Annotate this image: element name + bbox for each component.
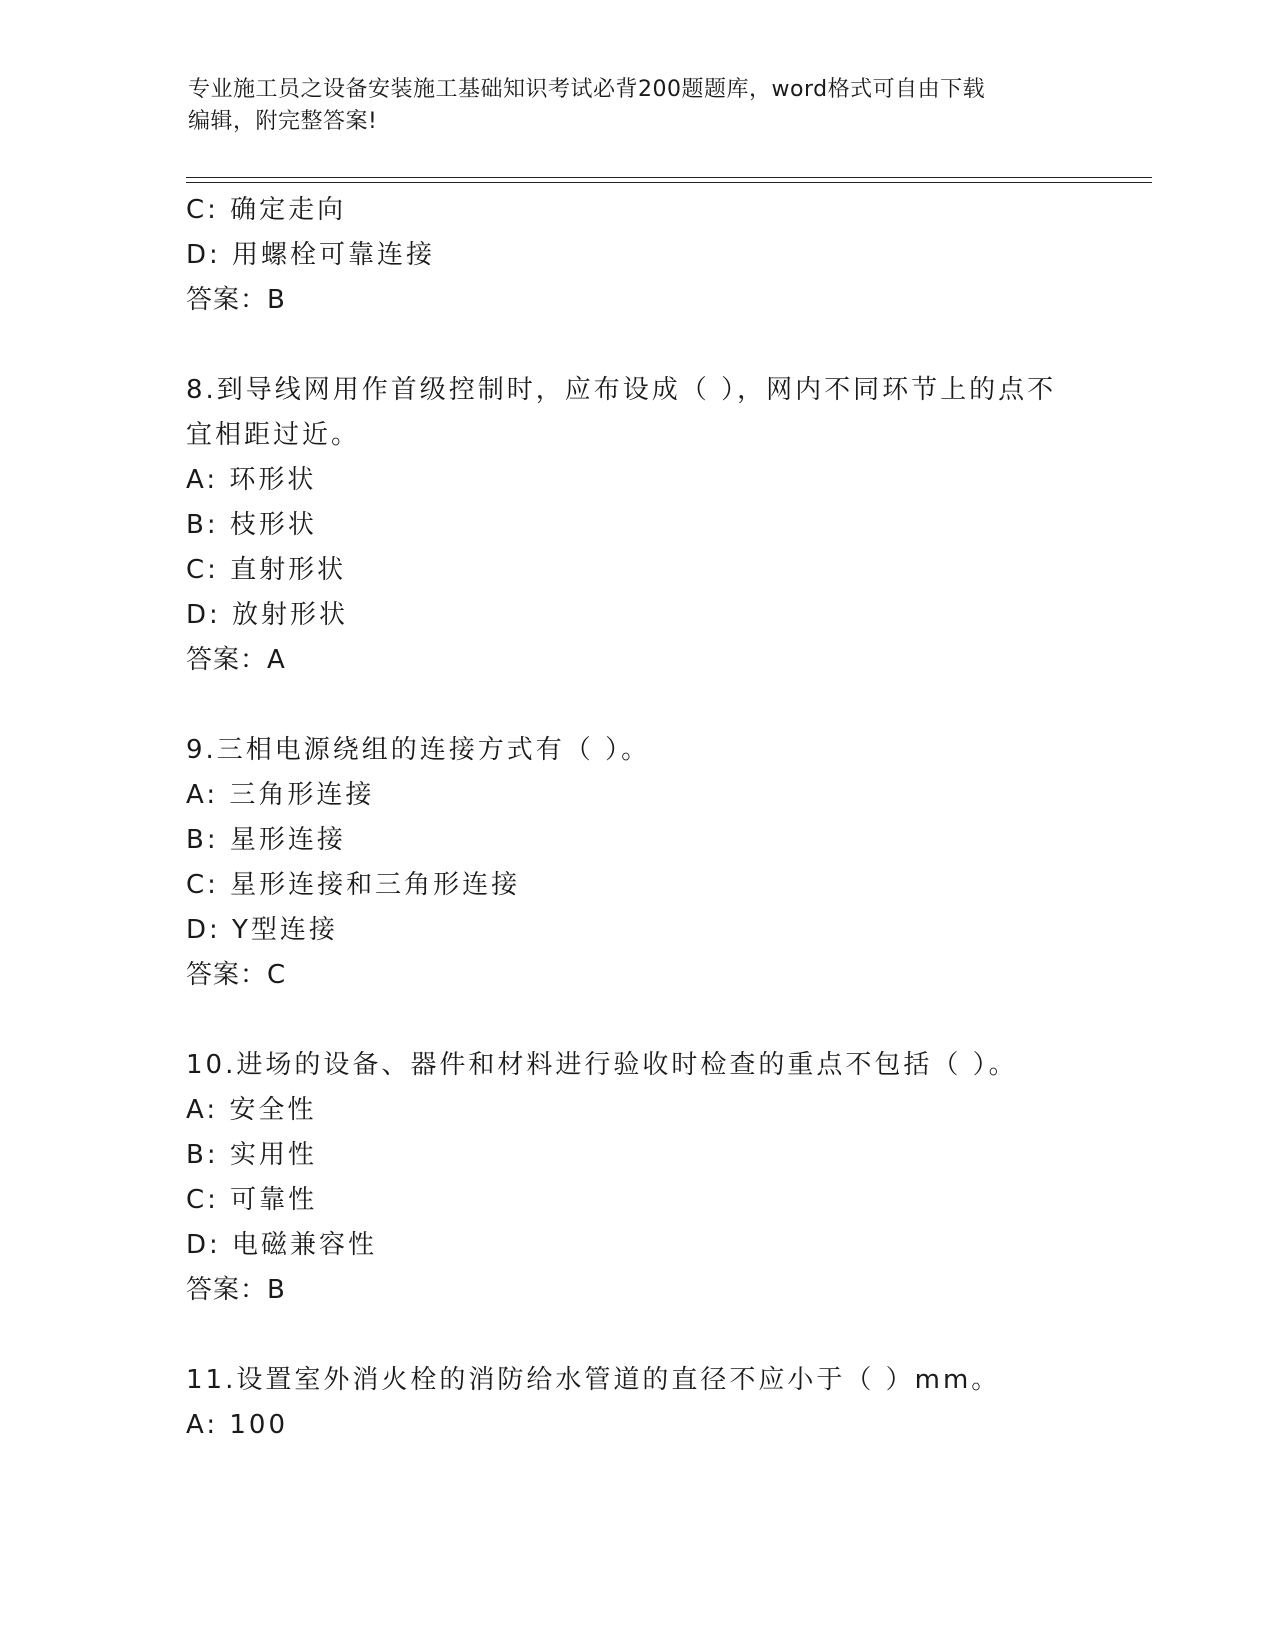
q11-stem-line-1: 11.设置室外消火栓的消防给水管道的直径不应小于（ ）mm。 [186, 1365, 1001, 1395]
q9-option-c: C: 星形连接和三角形连接 [186, 870, 521, 900]
q9-option-a: A: 三角形连接 [186, 780, 375, 810]
q10-option-c: C: 可靠性 [186, 1185, 318, 1215]
q7-option-c: C: 确定走向 [186, 195, 347, 225]
answer-value: B [267, 1275, 286, 1305]
q8-option-d: D: 放射形状 [186, 600, 349, 630]
q11-option-a: A: 100 [186, 1410, 288, 1440]
header-title-line-1: 专业施工员之设备安装施工基础知识考试必背200题题库，word格式可自由下载 [188, 77, 986, 102]
q8-answer [186, 643, 286, 677]
answer-label: 答案： [186, 285, 268, 315]
q7-option-d: D: 用螺栓可靠连接 [186, 240, 436, 270]
q10-answer [186, 1273, 286, 1307]
q8-stem-line-2: 宜相距过近。 [186, 420, 361, 450]
q9-option-d: D: Y型连接 [186, 915, 338, 945]
q10-stem-line-1: 10.进场的设备、器件和材料进行验收时检查的重点不包括（ ）。 [186, 1050, 1018, 1080]
q9-option-b: B: 星形连接 [186, 825, 346, 855]
q10-option-b: B: 实用性 [186, 1140, 317, 1170]
q8-option-b: B: 枝形状 [186, 510, 317, 540]
answer-label: 答案： [186, 960, 268, 990]
answer-value: B [267, 285, 286, 315]
document-header [188, 74, 1068, 138]
q9-answer [186, 958, 286, 992]
header-title-line-2: 编辑，附完整答案! [188, 109, 378, 134]
q7-answer [186, 283, 286, 317]
answer-value: C [267, 960, 287, 990]
q8-stem-line-1: 8.到导线网用作首级控制时，应布设成（ ），网内不同环节上的点不 [186, 375, 1057, 405]
q10-option-d: D: 电磁兼容性 [186, 1230, 378, 1260]
header-divider [186, 177, 1152, 183]
q9-stem-line-1: 9.三相电源绕组的连接方式有（ ）。 [186, 735, 651, 765]
q10-option-a: A: 安全性 [186, 1095, 317, 1125]
q8-option-a: A: 环形状 [186, 465, 317, 495]
answer-value: A [267, 645, 286, 675]
q8-option-c: C: 直射形状 [186, 555, 347, 585]
answer-label: 答案： [186, 1275, 268, 1305]
answer-label: 答案： [186, 645, 268, 675]
